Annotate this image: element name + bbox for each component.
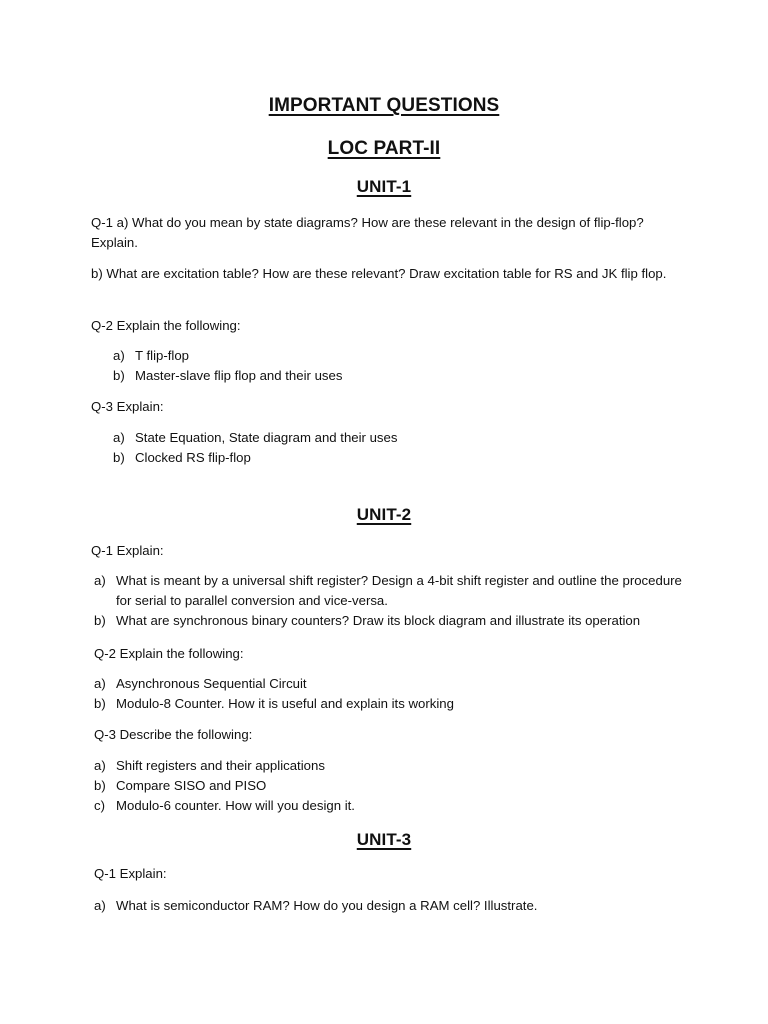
list-marker: b): [113, 450, 125, 465]
unit-1-q3: Q-3 Explain:: [91, 399, 164, 414]
list-item-text: Modulo-8 Counter. How it is useful and explain its working: [116, 696, 454, 711]
list-item: [113, 346, 703, 366]
list-marker: b): [94, 613, 106, 628]
document-title: IMPORTANT QUESTIONS: [268, 95, 500, 116]
unit-2-q2: Q-2 Explain the following:: [94, 646, 244, 661]
unit-2-heading: UNIT-2: [356, 505, 412, 524]
list-item: [94, 694, 684, 714]
list-item-text: T flip-flop: [135, 348, 189, 363]
list-marker: a): [94, 573, 106, 588]
unit-2-q2-list: [94, 674, 684, 714]
unit-1-heading: UNIT-1: [356, 177, 412, 196]
unit-1-q3-list: [113, 428, 703, 468]
list-item-text: What is meant by a universal shift register? Design a 4-bit shift register and outline the procedure for serial to parallel conversion and vice-versa.: [116, 573, 682, 608]
unit-1-q2-list: [113, 346, 703, 386]
list-marker: a): [113, 430, 125, 445]
unit-3-q1-list: [94, 896, 684, 916]
list-item: [94, 571, 684, 611]
unit-1-q2: Q-2 Explain the following:: [91, 318, 241, 333]
unit-1-q1b: b) What are excitation table? How are these relevant? Draw excitation table for RS and JK flip flop.: [91, 266, 667, 281]
unit-2-q3: Q-3 Describe the following:: [94, 727, 253, 742]
list-item: [94, 796, 684, 816]
document-subtitle: LOC PART-II: [327, 138, 441, 159]
unit-2-q1: Q-1 Explain:: [91, 543, 164, 558]
list-item-text: Clocked RS flip-flop: [135, 450, 251, 465]
unit-1-q1a: Q-1 a) What do you mean by state diagrams? How are these relevant in the design of flip-flop? Explain.: [91, 215, 644, 250]
list-item-text: What is semiconductor RAM? How do you design a RAM cell? Illustrate.: [116, 898, 538, 913]
list-marker: a): [113, 348, 125, 363]
list-item-text: Shift registers and their applications: [116, 758, 325, 773]
list-item: [113, 428, 703, 448]
list-item: [94, 756, 684, 776]
list-item: [94, 674, 684, 694]
list-marker: b): [94, 696, 106, 711]
list-item-text: State Equation, State diagram and their uses: [135, 430, 398, 445]
list-marker: a): [94, 758, 106, 773]
list-item: [113, 366, 703, 386]
list-item: [113, 448, 703, 468]
list-marker: b): [94, 778, 106, 793]
list-marker: a): [94, 676, 106, 691]
list-marker: b): [113, 368, 125, 383]
list-item-text: What are synchronous binary counters? Draw its block diagram and illustrate its operation: [116, 613, 641, 628]
unit-3-q1: Q-1 Explain:: [94, 866, 167, 881]
list-item-text: Master-slave flip flop and their uses: [135, 368, 343, 383]
list-item-text: Compare SISO and PISO: [116, 778, 267, 793]
list-item: [94, 776, 684, 796]
unit-2-q1-list: [94, 571, 684, 631]
list-marker: c): [94, 798, 105, 813]
list-marker: a): [94, 898, 106, 913]
unit-3-heading: UNIT-3: [356, 830, 412, 849]
list-item-text: Asynchronous Sequential Circuit: [116, 676, 307, 691]
list-item: [94, 896, 684, 916]
list-item-text: Modulo-6 counter. How will you design it.: [116, 798, 355, 813]
list-item: [94, 611, 684, 631]
unit-2-q3-list: [94, 756, 684, 816]
